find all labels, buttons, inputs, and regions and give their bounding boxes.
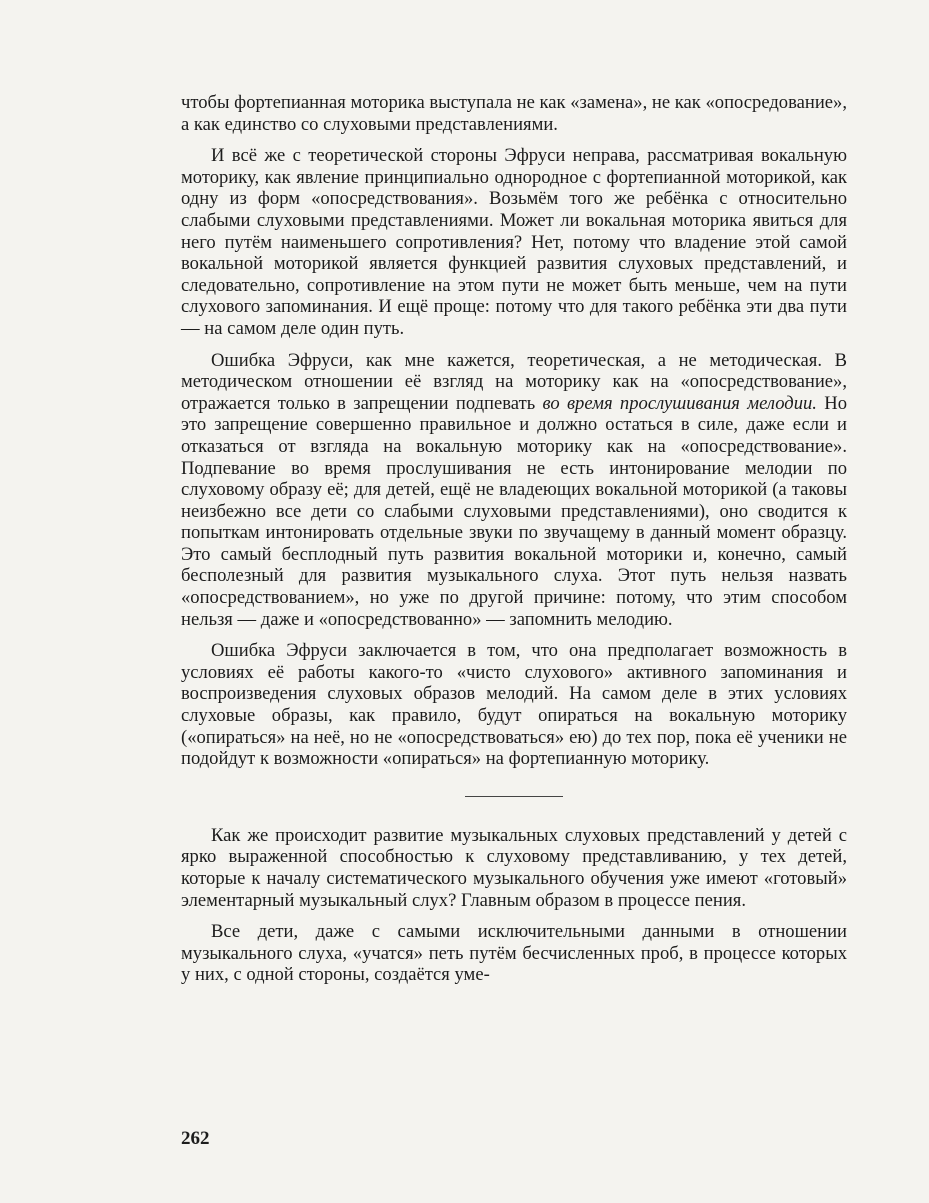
page-number: 262 [181,1128,210,1149]
paragraph-development-question: Как же происходит развитие музыкальных слуховых представлений у детей с ярко выраженной способностью к слуховому представливанию, у тех детей, которые к началу систематического музыкального обучения уже имеют «готовый» элементарный музыкальный слух? Главным образом в процессе пения. [181,824,847,911]
paragraph-gap [181,135,847,145]
section-divider [465,796,563,797]
paragraph-all-children: Все дети, даже с самыми исключительными данными в отношении музыкального слуха, «учатся» петь путём бесчисленных проб, в процессе которых у них, с одной стороны, создаётся уме- [181,921,847,986]
paragraph-text-segment: Ошибка Эфруси, как мне кажется, теоретическая, а не методическая. В методическом отношении её взгляд на моторику как на «опосредствование», отражается только в запрещении подпевать [181,349,847,414]
page-body [181,92,847,986]
paragraph-theoretical-side: И всё же с теоретической стороны Эфруси неправа, рассматривая вокальную моторику, как явление принципиально однородное с фортепианной моторикой, как одну из форм «опосредствования». Возьмём того же ребёнка с относительно слабыми слуховыми представлениями. Может ли вокальная моторика явиться для него путём наименьшего сопротивления? Нет, потому что владение этой самой вокальной моторикой является функцией развития слуховых представлений, и следовательно, сопротивление на этом пути не может быть меньше, чем на пути слухового запоминания. И ещё проще: потому что для такого ребёнка эти два пути — на самом деле один путь. [181,145,847,339]
paragraph-efrusi-error-assumption: Ошибка Эфруси заключается в том, что она предполагает возможность в условиях её работы какого-то «чисто слухового» активного запоминания и воспроизведения слуховых образов мелодий. На самом деле в этих условиях слуховые образы, как правило, будут опираться на вокальную моторику («опираться» на неё, но не «опосредствоваться» ею) до тех пор, пока её ученики не подойдут к возможности «опираться» на фортепианную моторику. [181,640,847,770]
paragraph-text-segment: Но это запрещение совершенно правильное и должно остаться в силе, даже если и отказаться от взгляда на вокальную моторику как на «опосредствование». Подпевание во время прослушивания не есть интонирование мелодии по слуховому образу её; для детей, ещё не владеющих вокальной моторикой (а таковы неизбежно все дети со слабыми слуховыми представлениями), оно сводится к попыткам интонировать отдельные звуки по звучащему в данный момент образцу. Это самый бесплодный путь развития вокальной моторики и, конечно, самый бесполезный для развития музыкального слуха. Этот путь нельзя назвать «опосредствованием», но уже по другой причине: потому, что этим способом нельзя — даже и «опосредствованно» — запомнить мелодию. [181,392,847,630]
paragraph-continuation: чтобы фортепианная моторика выступала не как «замена», не как «опосредование», а как единство со слуховыми представлениями. [181,92,847,135]
paragraph-gap [181,340,847,350]
paragraph-gap [181,630,847,640]
emphasized-text: во время прослушивания мелодии. [542,392,817,414]
paragraph-efrusi-error-method [181,350,847,631]
paragraph-gap [181,911,847,921]
